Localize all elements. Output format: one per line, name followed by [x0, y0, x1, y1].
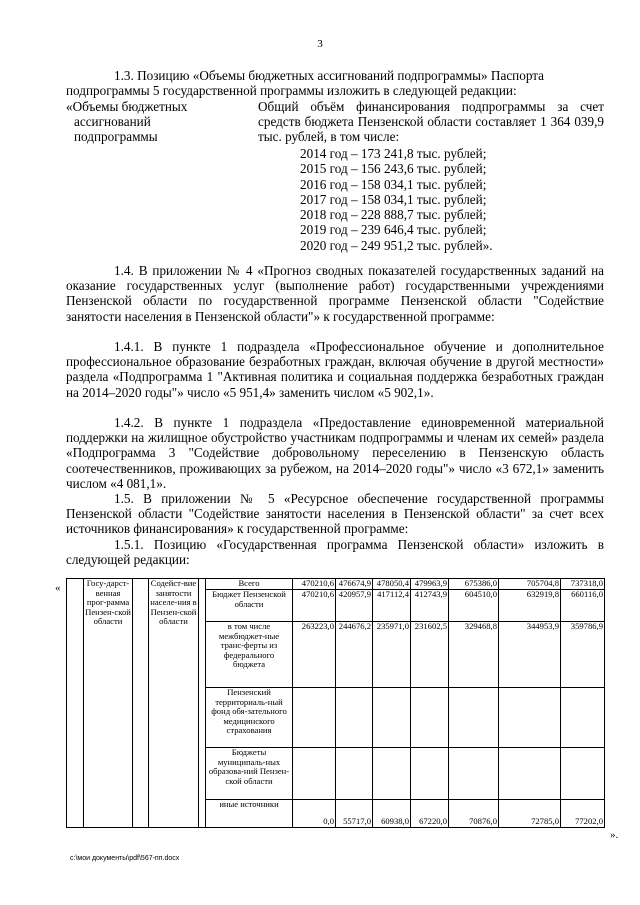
- page-number: 3: [317, 38, 323, 50]
- table-cell: [293, 688, 336, 748]
- table-cell: [499, 748, 561, 800]
- year-2020: 2020 год – 249 951,2 тыс. рублей».: [300, 237, 493, 253]
- year-2017: 2017 год – 158 034,1 тыс. рублей;: [300, 191, 487, 207]
- year-2014: 2014 год – 173 241,8 тыс. рублей;: [300, 146, 487, 161]
- section-1-5-1: 1.5.1. Позицию «Государственная программа Пензенской области» изложить в следующей редакции:: [66, 537, 604, 568]
- table-cell: 470210,6: [293, 590, 336, 622]
- section-1-3-line-2: подпрограммы 5 государственной программы изложить в следующей редакции:: [66, 83, 517, 99]
- table-cell: [449, 688, 499, 748]
- year-2015: 2015 год – 156 243,6 тыс. рублей;: [300, 161, 487, 177]
- table-row-label: иные источники: [206, 800, 293, 828]
- table-cell: 417112,4: [373, 590, 411, 622]
- table-col-gap: [199, 579, 206, 828]
- table-cell: 737318,0: [561, 579, 605, 590]
- section-1-4-2: 1.4.2. В пункте 1 подраздела «Предоставление единовременной материальной поддержки на жилищное обустройство участникам подпрограммы и членам их семей» раздела «Подпрограмма 3 "Содействие добровольному переселению в Пензенскую область соотечественников, проживающих за рубежом, на 2014–2020 годы"» число «3 672,1» заменить числом «4 081,1».: [66, 415, 604, 491]
- table-cell: 478050,4: [373, 579, 411, 590]
- table-cell: [449, 748, 499, 800]
- financing-table: [66, 578, 605, 828]
- table-cell: 60938,0: [373, 800, 411, 828]
- passport-total: Общий объём финансирования подпрограммы за счет средств бюджета Пензенской области составляет 1 364 039,9 тыс. рублей, в том числе:: [258, 99, 604, 145]
- year-2016: 2016 год – 158 034,1 тыс. рублей;: [300, 176, 487, 192]
- section-1-3: [66, 68, 604, 98]
- table-cell: [336, 748, 373, 800]
- table-cell: [373, 748, 411, 800]
- table-cell: 479963,9: [411, 579, 449, 590]
- table-cell: 0,0: [293, 800, 336, 828]
- passport-label-line-3: подпрограммы: [74, 129, 158, 145]
- table-row-label: Всего: [206, 579, 293, 590]
- table-col-aid: Содейст-вие занятости населе-ния в Пензен-ской области: [149, 579, 199, 828]
- table-cell: 344953,9: [499, 622, 561, 688]
- table-row-label: Пензенский территориаль-ный фонд обя-зательного медицинского страхования: [206, 688, 293, 748]
- table-cell: 244676,2: [336, 622, 373, 688]
- table-cell: [336, 688, 373, 748]
- table-col-spacer: [133, 579, 149, 828]
- table-cell: [293, 748, 336, 800]
- table-cell: [373, 688, 411, 748]
- section-1-4: 1.4. В приложении № 4 «Прогноз сводных показателей государственных заданий на оказание государственных услуг (выполнение работ) государственными учреждениями Пензенской области по государственной программе Пензенской области "Содействие занятости населения в Пензенской области"» к государственной программе:: [66, 263, 604, 324]
- table-cell: 660116,0: [561, 590, 605, 622]
- section-1-4-1: 1.4.1. В пункте 1 подраздела «Профессиональное обучение и дополнительное профессиональное образование безработных граждан, включая обучение в другой местности» раздела «Подпрограмма 1 "Активная политика и социальная поддержка безработных граждан на 2014–2020 годы"» число «5 951,4» заменить числом «5 902,1».: [66, 339, 604, 400]
- table-row-label: Бюджет Пензенской области: [206, 590, 293, 622]
- section-1-3-line-1: 1.3. Позицию «Объемы бюджетных ассигнований подпрограммы» Паспорта: [114, 68, 545, 83]
- table-cell: 632919,8: [499, 590, 561, 622]
- table-row-label: в том числе межбюджет-ные транс-ферты из федерального бюджета: [206, 622, 293, 688]
- table-cell: [499, 688, 561, 748]
- table-cell: 235971,0: [373, 622, 411, 688]
- table-row-label: Бюджеты муниципаль-ных образова-ний Пензен-ской области: [206, 748, 293, 800]
- table-col-program: Госу-дарст-венная прог-рамма Пензен-ской области: [84, 579, 133, 828]
- table-cell: 329468,8: [449, 622, 499, 688]
- table-cell: [411, 688, 449, 748]
- table-quote-close: ».: [610, 829, 619, 841]
- table-cell: 412743,9: [411, 590, 449, 622]
- table-cell: [561, 688, 605, 748]
- year-2019: 2019 год – 239 646,4 тыс. рублей;: [300, 222, 487, 238]
- section-1-5: 1.5. В приложении № 5 «Ресурсное обеспечение государственной программы Пензенской области "Содействие занятости населения в Пензенской области" за счет всех источников финансирования» к государственной программе:: [66, 491, 604, 537]
- passport-label: [66, 99, 236, 145]
- table-cell: 675386,0: [449, 579, 499, 590]
- table-cell: 231602,5: [411, 622, 449, 688]
- table-quote-open: «: [55, 582, 61, 594]
- table-cell: [411, 748, 449, 800]
- passport-years-list: [300, 146, 493, 253]
- table-cell: 476674,9: [336, 579, 373, 590]
- table-cell: 55717,0: [336, 800, 373, 828]
- table-cell: 67220,0: [411, 800, 449, 828]
- table-cell: 77202,0: [561, 800, 605, 828]
- passport-label-line-2: ассигнований: [74, 114, 151, 130]
- passport-label-line-1: «Объемы бюджетных: [66, 99, 188, 114]
- table-cell: 70876,0: [449, 800, 499, 828]
- table-cell: 420957,9: [336, 590, 373, 622]
- table-cell: 604510,0: [449, 590, 499, 622]
- table-cell: 359786,9: [561, 622, 605, 688]
- table-cell: 705704,8: [499, 579, 561, 590]
- file-path-footer: c:\мои документы\pdf\567-пп.docx: [70, 855, 180, 862]
- table-cell: 263223,0: [293, 622, 336, 688]
- year-2018: 2018 год – 228 888,7 тыс. рублей;: [300, 207, 487, 222]
- table-cell: 72785,0: [499, 800, 561, 828]
- table-col-empty: [67, 579, 84, 828]
- table-cell: 470210,6: [293, 579, 336, 590]
- table-cell: [561, 748, 605, 800]
- table-row-total: [67, 579, 605, 590]
